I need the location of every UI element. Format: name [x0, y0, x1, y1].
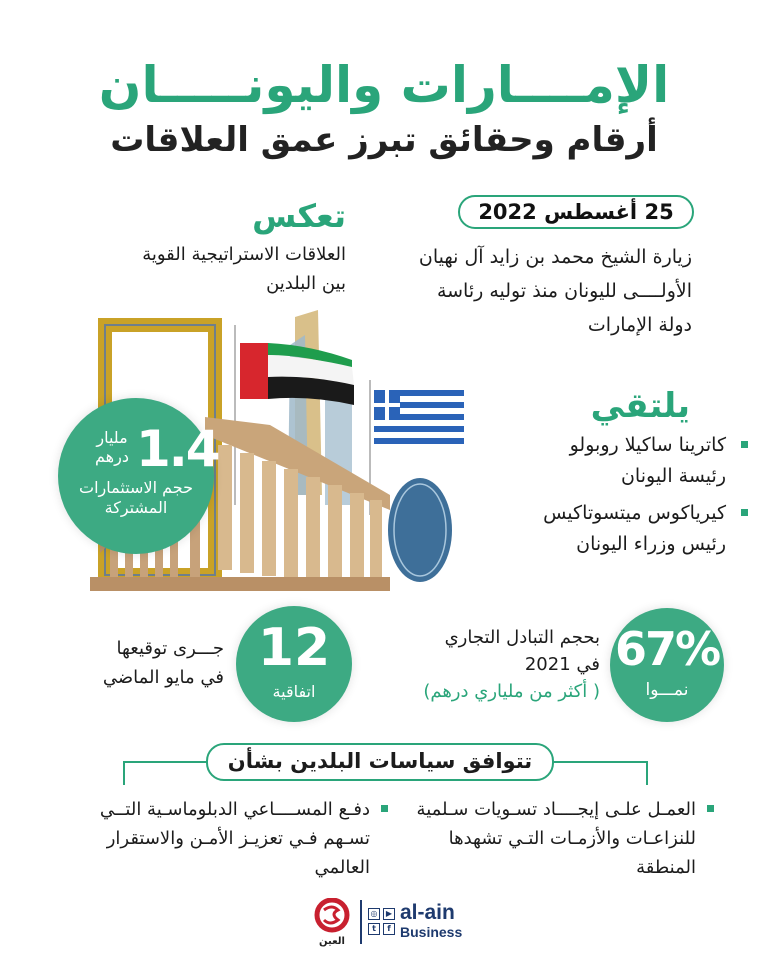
person-role: رئيسة اليونان [620, 465, 726, 487]
brand-line-1: al-ain [400, 901, 455, 924]
visit-line: الأولــــى لليونان منذ توليه رئاسة [436, 280, 692, 302]
youtube-icon[interactable]: ▶ [383, 908, 395, 920]
main-title: الإمــــارات واليونـــــان [98, 56, 670, 114]
svg-text:العين: العين [319, 936, 345, 947]
agreements-stat-circle [236, 606, 352, 722]
twitter-icon[interactable]: t [368, 923, 380, 935]
al-ain-logo-icon [310, 898, 354, 948]
person-role: رئيس وزراء اليونان [576, 533, 726, 555]
visit-line: زيارة الشيخ محمد بن زايد آل نهيان [418, 246, 692, 268]
investment-unit: مليار درهم [95, 428, 129, 466]
trade-note: ( أكثر من ملياري درهم) [423, 681, 600, 702]
investment-label: حجم الاستثمارات المشتركة [79, 478, 193, 517]
trade-line: بحجم التبادل التجاري [444, 627, 600, 648]
agreements-line: جـــرى توقيعها [116, 638, 224, 659]
reflects-line: بين البلدين [266, 273, 346, 294]
growth-label: نمـــوا [645, 680, 689, 700]
agreements-value: 12 [257, 618, 331, 678]
agreements-label: اتفاقية [272, 682, 316, 701]
list-item [470, 430, 752, 492]
reflects-description [60, 240, 346, 298]
agreements-line: في مايو الماضي [102, 667, 224, 688]
investment-value: 1.4 [136, 420, 219, 478]
growth-stat-circle [610, 608, 724, 722]
aldar-building-icon [388, 478, 452, 582]
policy-text: دفـع المســــاعي الدبلوماسـية التــي تسـهم فـي تعزيـز الأمـن والاستقرار العالمي [99, 799, 370, 878]
footer-branding [310, 898, 463, 948]
agreements-description [40, 634, 224, 692]
trade-description [378, 624, 600, 705]
visit-line: دولة الإمارات [587, 314, 692, 336]
meets-list [470, 430, 752, 566]
reflects-line: العلاقات الاستراتيجية القوية [142, 244, 346, 265]
person-name: كاترينا ساكيلا روبولو [569, 434, 726, 456]
visit-date-badge: 25 أغسطس 2022 [458, 195, 694, 229]
policies-list-left [50, 795, 390, 882]
bullet-icon [741, 509, 748, 516]
facebook-icon[interactable]: f [383, 923, 395, 935]
policies-list-right [404, 795, 716, 882]
bullet-icon [741, 441, 748, 448]
bullet-icon [707, 805, 714, 812]
footer-divider [360, 900, 362, 944]
growth-value: 67% [614, 622, 720, 676]
subtitle: أرقام وحقائق تبرز عمق العلاقات [110, 120, 658, 160]
policy-text: العمـل علـى إيجــــاد تسـويات سـلمية للنزاعـات والأزمـات التـي تشهدها المنطقة [416, 799, 696, 878]
meets-heading: يلتقي [590, 386, 690, 426]
list-item [404, 795, 716, 882]
reflects-heading: تعكس [252, 197, 346, 235]
policies-heading: تتوافق سياسات البلدين بشأن [206, 743, 554, 781]
brand-name [400, 902, 462, 940]
brand-line-2: Business [400, 924, 463, 940]
investment-stat-circle [58, 398, 219, 554]
list-item [50, 795, 390, 882]
person-name: كيرياكوس ميتسوتاكيس [543, 502, 726, 524]
trade-line: في 2021 [524, 654, 600, 675]
instagram-icon[interactable]: ◎ [368, 908, 380, 920]
bullet-icon [381, 805, 388, 812]
social-icons [368, 908, 396, 935]
list-item [470, 498, 752, 560]
